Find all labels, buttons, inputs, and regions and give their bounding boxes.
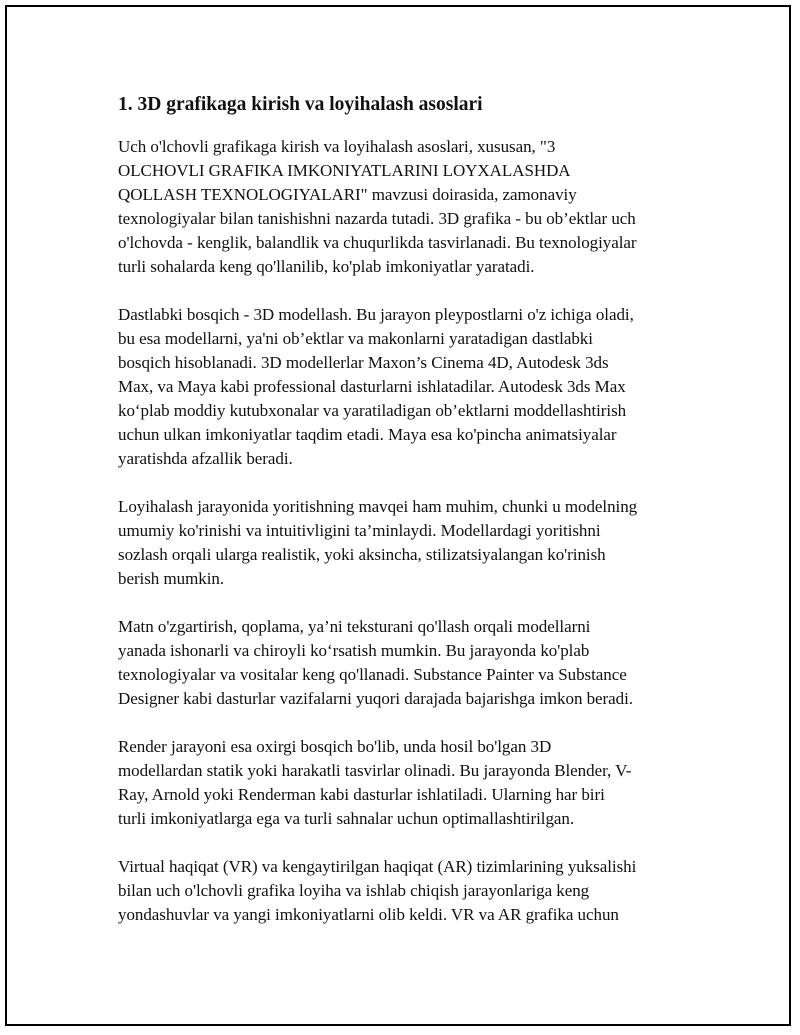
text-line: ko‘plab moddiy kutubxonalar va yaratiladigan ob’ektlarni moddellashtirish [118,401,627,420]
text-line: texnologiyalar va vositalar keng qo'llanadi. Substance Painter va Substance [118,665,627,684]
text-line: Dastlabki bosqich - 3D modellash. Bu jarayon pleypostlarni o'z ichiga oladi, [118,305,634,324]
text-line: QOLLASH TEXNOLOGIYALARI" mavzusi doirasida, zamonaviy [118,185,577,204]
paragraph-render [118,735,698,831]
text-line: o'lchovda - kenglik, balandlik va chuqurlikda tasvirlanadi. Bu texnologiyalar [118,233,637,252]
text-line: Matn o'zgartirish, qoplama, ya’ni teksturani qo'llash orqali modellarni [118,617,591,636]
section-heading: 1. 3D grafikaga kirish va loyihalash asoslari [118,94,483,115]
text-line: OLCHOVLI GRAFIKA IMKONIYATLARINI LOYXALASHDA [118,161,571,180]
text-line: bilan uch o'lchovli grafika loyiha va ishlab chiqish jarayonlariga keng [118,881,590,900]
text-line: Loyihalash jarayonida yoritishning mavqei ham muhim, chunki u modelning [118,497,638,516]
document-body [118,92,698,951]
text-line: bu esa modellarni, ya'ni ob’ektlar va makonlarni yaratadigan dastlabki [118,329,593,348]
text-line: berish mumkin. [118,569,225,588]
text-line: turli imkoniyatlarga ega va turli sahnalar uchun optimallashtirilgan. [118,809,575,828]
text-line: Max, va Maya kabi professional dasturlarni ishlatadilar. Autodesk 3ds Max [118,377,626,396]
text-line: Designer kabi dasturlar vazifalarni yuqori darajada bajarishga imkon beradi. [118,689,633,708]
text-line: yondashuvlar va yangi imkoniyatlarni olib keldi. VR va AR grafika uchun [118,905,619,924]
text-line: turli sohalarda keng qo'llanilib, ko'plab imkoniyatlar yaratadi. [118,257,535,276]
text-line: Virtual haqiqat (VR) va kengaytirilgan haqiqat (AR) tizimlarining yuksalishi [118,857,637,876]
paragraph-intro [118,135,698,279]
text-line: texnologiyalar bilan tanishishni nazarda tutadi. 3D grafika - bu ob’ektlar uch [118,209,636,228]
paragraph-lighting [118,495,698,591]
text-line: yaratishda afzallik beradi. [118,449,293,468]
text-line: Ray, Arnold yoki Renderman kabi dasturlar ishlatiladi. Ularning har biri [118,785,605,804]
paragraph-modeling [118,303,698,471]
text-line: modellardan statik yoki harakatli tasvirlar olinadi. Bu jarayonda Blender, V- [118,761,632,780]
text-line: Render jarayoni esa oxirgi bosqich bo'lib, unda hosil bo'lgan 3D [118,737,552,756]
text-line: yanada ishonarli va chiroyli ko‘rsatish mumkin. Bu jarayonda ko'plab [118,641,590,660]
text-line: Uch o'lchovli grafikaga kirish va loyihalash asoslari, xususan, "3 [118,137,556,156]
text-line: uchun ulkan imkoniyatlar taqdim etadi. Maya esa ko'pincha animatsiyalar [118,425,617,444]
paragraph-texturing [118,615,698,711]
paragraph-vr-ar [118,855,698,927]
text-line: bosqich hisoblanadi. 3D modellerlar Maxon’s Cinema 4D, Autodesk 3ds [118,353,609,372]
text-line: umumiy ko'rinishi va intuitivligini ta’minlaydi. Modellardagi yoritishni [118,521,601,540]
text-line: sozlash orqali ularga realistik, yoki aksincha, stilizatsiyalangan ko'rinish [118,545,606,564]
